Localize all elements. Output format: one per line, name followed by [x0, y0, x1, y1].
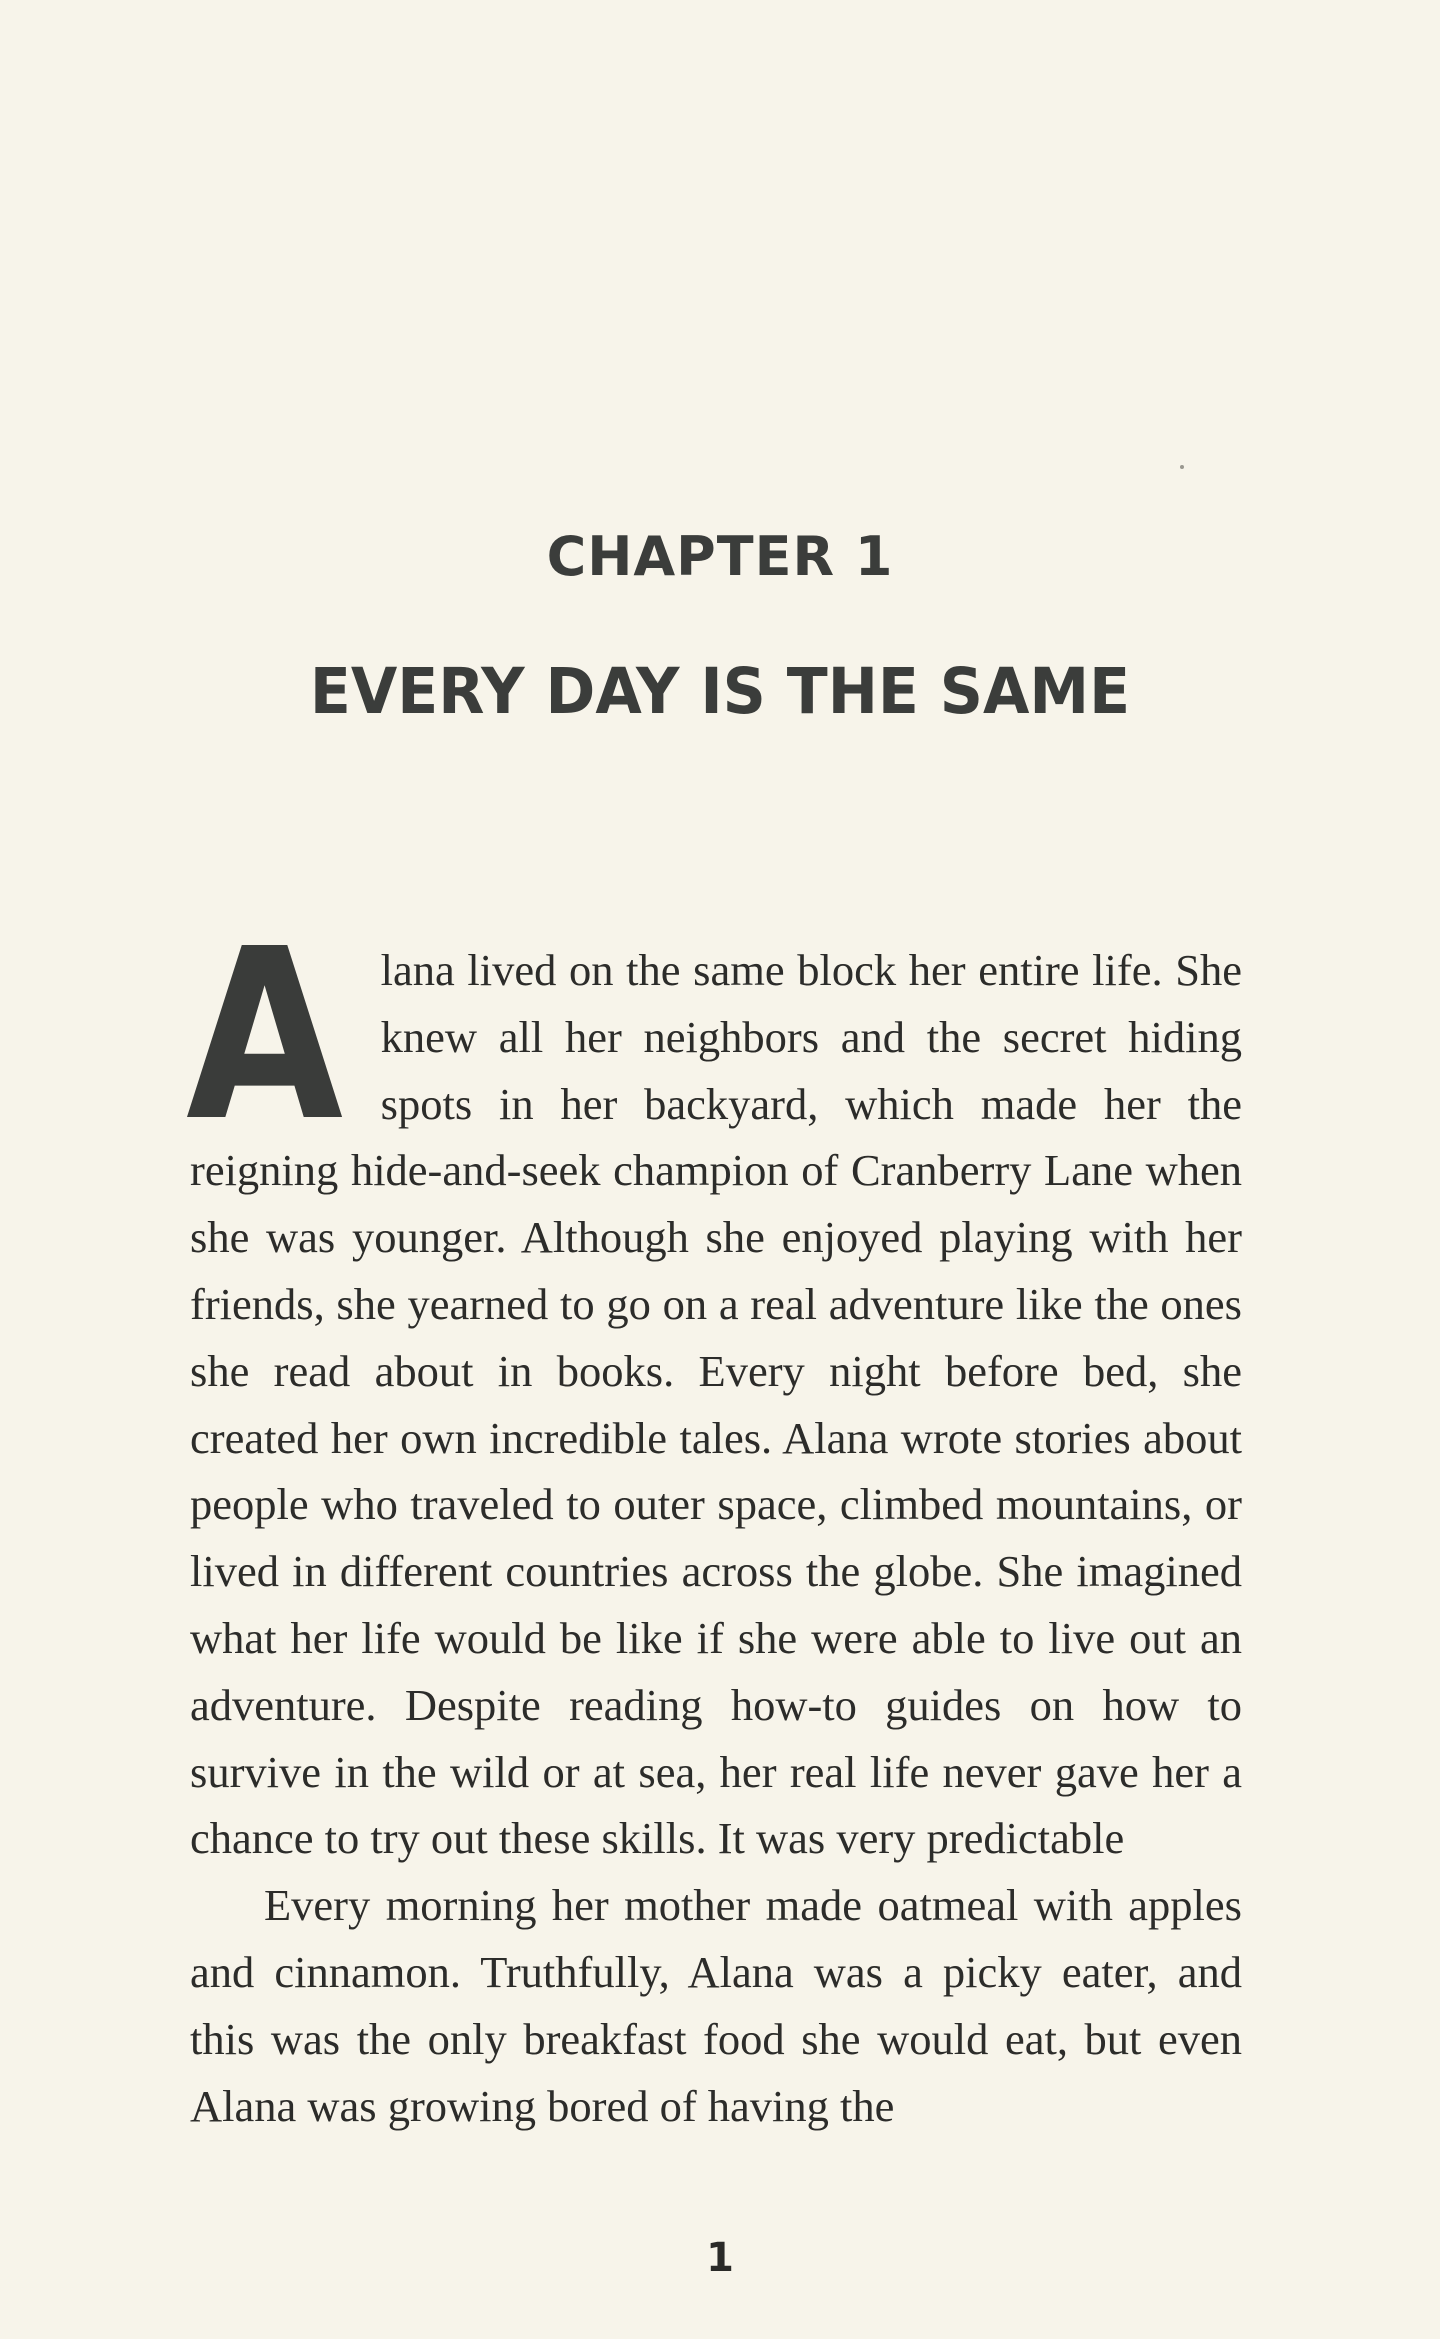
drop-cap: A [186, 898, 344, 1173]
chapter-title: EVERY DAY IS THE SAME [309, 655, 1131, 729]
page-number: 1 [706, 2235, 734, 2281]
paragraph-1 [186, 898, 1242, 1872]
paragraph-1-text: lana lived on the same block her entire life. She knew all her neighbors and the secret hiding spots in her backyard, which made her the reigning hide-and-seek champion of Cranberry Lane when she was younger. Although she enjoyed playing with her friends, she yearned to go on a real adventure like the ones she read about in books. Every night before bed, she created her own incredible tales. Alana wrote stories about people who traveled to outer space, climbed mountains, or lived in different countries across the globe. She imagined what her life would be like if she were able to live out an adventure. Despite reading how-to guides on how to survive in the wild or at sea, her real life never gave her a chance to try out these skills. It was very predictable [190, 945, 1242, 1864]
chapter-number: CHAPTER 1 [546, 525, 894, 588]
chapter-body [186, 898, 1242, 2139]
paragraph-2: Every morning her mother made oatmeal with apples and cinnamon. Truthfully, Alana was a picky eater, and this was the only breakfast food she would eat, but even Alana was growing bored of having the [190, 1880, 1242, 2131]
paper-speck [1180, 465, 1184, 469]
